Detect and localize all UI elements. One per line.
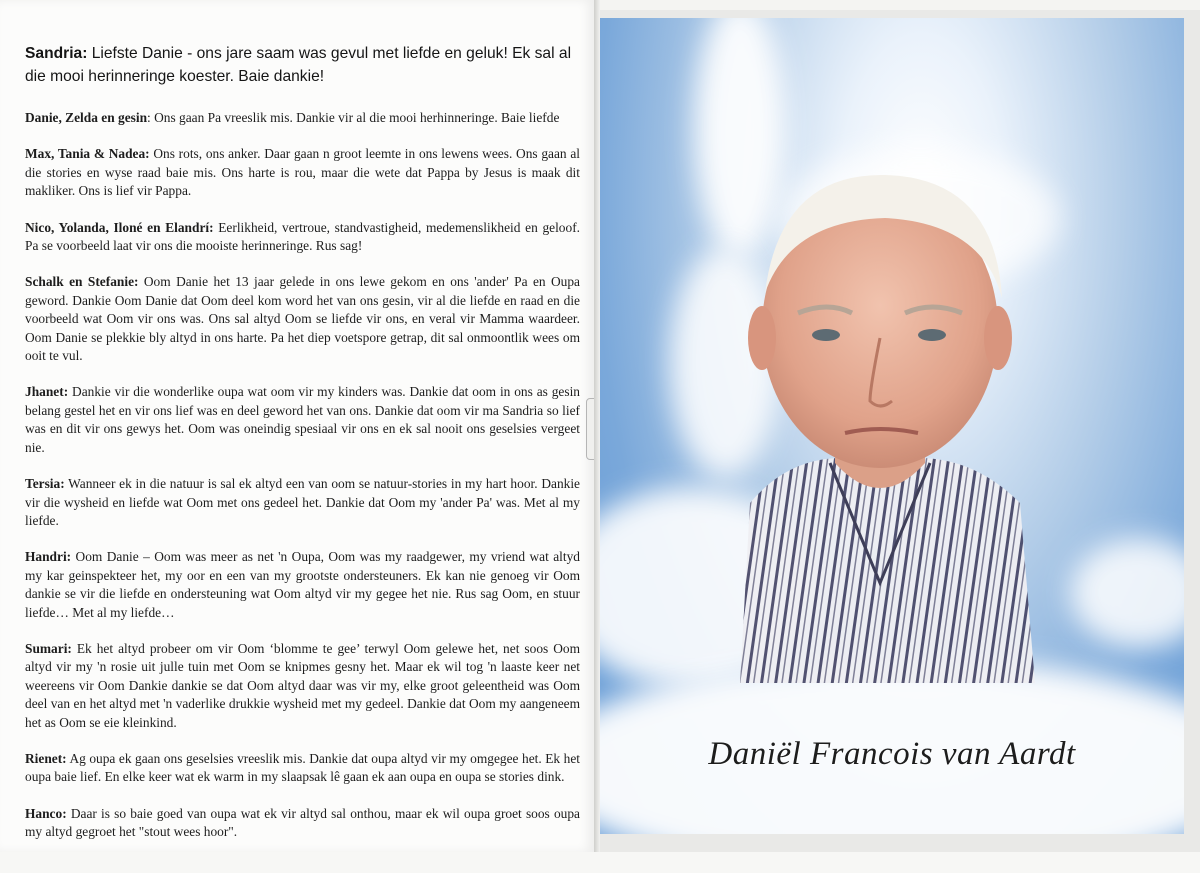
intro-tribute [25,42,580,88]
portrait-photo [720,163,1040,683]
tribute-author: Jhanet: [25,384,69,400]
deceased-name: Daniël Francois van Aardt [708,736,1076,772]
tribute-entry [25,273,580,365]
tributes-page [0,0,594,852]
tribute-author: Rienet: [25,750,67,766]
tribute-text: Ek het altyd probeer om vir Oom ‘blomme te gee’ terwyl Oom gelewe het, net soos Oom altyd vir my 'n rosie uit julle tuin met Oom se knipmes gesny het. Maar ek wil tog 'n laaste keer net weereens vir Oom Dankie dankie se dat Oom altyd daar was vir my, elke groot geleentheid was Oom deel van en het altyd met 'n vaderlike drukkie wysheid met my gedeel. Dankie dat Oom my aangeneem het as Oom se eie kleinkind. [25,640,580,730]
tribute-author: Nico, Yolanda, Iloné en Elandrí: [25,219,214,235]
tribute-entry [25,750,580,787]
tribute-entry [25,109,580,127]
tribute-entry [25,383,580,457]
tribute-text: Dankie vir die wonderlike oupa wat oom vir my kinders was. Dankie dat oom in ons as gesin belang gestel het en vir ons lief was en deel geword het van ons. Dankie dat oom vir ma Sandria so lief was en dit vir ons gewys het. Oom was oneindig spesiaal vir ons en ek sal nooit ons geselsies vergeet nie. [25,384,580,455]
tribute-author: Max, Tania & Nadea: [25,146,150,162]
tribute-text: Liefste Danie - ons jare saam was gevul met liefde en geluk! Ek sal al die mooi herinneringe koester. Baie dankie! [25,45,572,85]
cloud-shape [1070,538,1184,648]
tribute-text: Ag oupa ek gaan ons geselsies vreeslik mis. Dankie dat oupa altyd vir my omgegee het. Ek het oupa baie lief. En elke keer wat ek warm in my slaapsak lê gaan ek aan oupa en oupa se stories dink. [25,750,580,785]
tribute-author: Sandria: [25,45,88,62]
tribute-text: Ons rots, ons anker. Daar gaan n groot leemte in ons lewens wees. Ons gaan al die stories en wyse raad baie mis. Ons harte is rou, maar die wete dat Pappa by Jesus is maak dit makliker. Ons is lief vir Pappa. [25,146,580,199]
tribute-entry [25,548,580,622]
tribute-text: Oom Danie het 13 jaar gelede in ons lewe gekom en ons 'ander' Pa en Oupa geword. Dankie Oom Danie dat Oom deel kom word het van ons gesin, vir al die liefde en raad en die voorbeeld wat Oom vir ons was. Ons sal altyd Oom se liefde vir ons, en veral vir Mamma waardeer. Oom Danie se plekkie bly altyd in ons harte. Pa het diep voetspore getrap, dit sal onmoontlik wees om ooit te vul. [25,274,580,364]
scan-bottom-edge [0,852,1200,873]
tribute-entry [25,640,580,732]
tribute-author: Schalk en Stefanie: [25,274,139,290]
tribute-text: Eerlikheid, vertroue, standvastigheid, medemenslikheid en geloof. Pa se voorbeeld laat vir ons die mooiste herinneringe. Rus sag! [25,219,580,254]
tribute-text: Daar is so baie goed van oupa wat ek vir altyd sal onthou, maar ek wil oupa groet soos oupa my altyd gegroet het "stout wees hoor". [25,805,580,840]
tribute-entry [25,145,580,200]
tribute-author: Handri: [25,549,72,565]
tributes-column [25,42,580,860]
tribute-text: Oom Danie – Oom was meer as net 'n Oupa, Oom was my raadgewer, my vriend wat altyd my kar geinspekteer het, my oor en een van my grootste ondersteuners. Ek kan nie genoeg vir Oom dankie se vir die liefde en ondersteuning wat Oom altyd vir my gegee het nie. Rus sag Oom, en stuur liefde… Met al my liefde… [25,549,580,620]
tribute-entry [25,805,580,842]
tribute-entry [25,475,580,530]
tribute-author: Hanco: [25,805,67,821]
tribute-text: Wanneer ek in die natuur is sal ek altyd een van oom se natuur-stories in my hart hoor. Dankie vir die wysheid en liefde wat Oom met ons gedeel het. Dankie dat Oom my 'ander Pa' was. Met al my liefde. [25,476,580,528]
tribute-entry [25,219,580,256]
tribute-author: Sumari: [25,640,72,656]
tribute-author: Tersia: [25,476,65,492]
tribute-author: Danie, Zelda en gesin [25,110,148,125]
tribute-text: : Ons gaan Pa vreeslik mis. Dankie vir al die mooi herhinneringe. Baie liefde [147,110,560,125]
cover-page [600,18,1184,834]
